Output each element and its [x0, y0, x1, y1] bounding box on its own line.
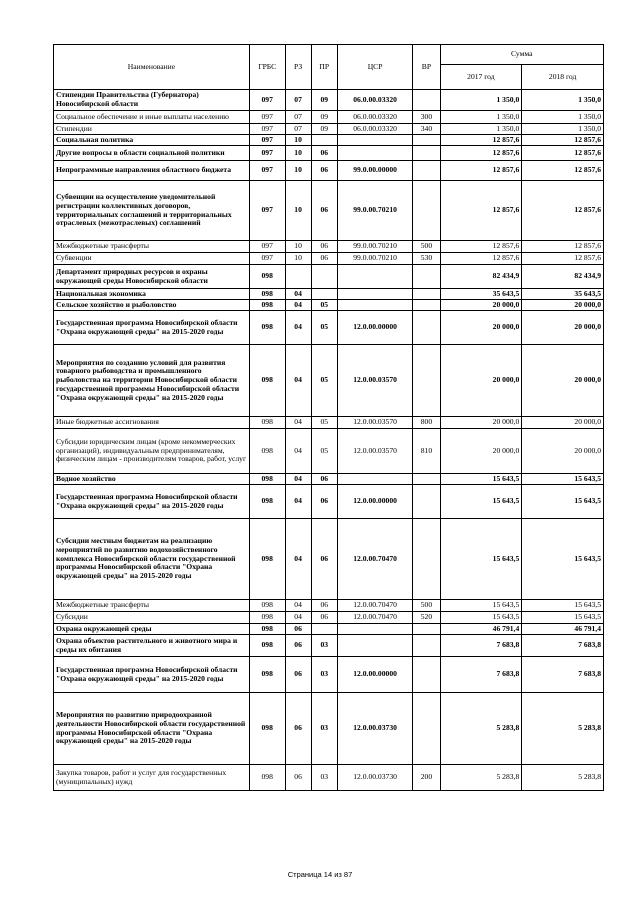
- table-row: [54, 241, 604, 253]
- row-vr: 200: [413, 765, 440, 791]
- row-csr: 12.0.00.00000: [337, 311, 412, 345]
- row-name: Охрана объектов растительного и животного мира и среды их обитания: [54, 635, 250, 657]
- table-row: [54, 657, 604, 693]
- table-row: [54, 600, 604, 612]
- row-sum-2017: 15 643,5: [440, 600, 522, 612]
- row-sum-2018: 20 000,0: [522, 300, 604, 311]
- row-grbs: 097: [249, 241, 285, 253]
- row-csr: 06.0.00.03320: [337, 90, 412, 111]
- row-grbs: 098: [249, 519, 285, 600]
- row-sum-2018: 82 434,9: [522, 265, 604, 289]
- row-grbs: 098: [249, 693, 285, 765]
- row-sum-2018: 20 000,0: [522, 345, 604, 417]
- row-name: Стипендии Правительства (Губернатора) Новосибирской области: [54, 90, 250, 111]
- row-grbs: 097: [249, 90, 285, 111]
- row-sum-2017: 12 857,6: [440, 241, 522, 253]
- row-sum-2018: 15 643,5: [522, 485, 604, 519]
- row-vr: 530: [413, 253, 440, 265]
- row-sum-2017: 1 350,0: [440, 124, 522, 135]
- row-name: Мероприятия по развитию природоохранной деятельности Новосибирской области государственной программы Новосибирской области "Охрана окружающей среды" на 2015-2020 годы: [54, 693, 250, 765]
- row-vr: [413, 474, 440, 485]
- row-sum-2018: 1 350,0: [522, 124, 604, 135]
- row-grbs: 098: [249, 624, 285, 635]
- row-name: Субсидии местным бюджетам на реализацию мероприятий по развитию водохозяйственного комплекса Новосибирской области государственной программы Новосибирской области "Охрана окружающей среды" на 2015-2020 годы: [54, 519, 250, 600]
- row-grbs: 098: [249, 600, 285, 612]
- row-vr: [413, 300, 440, 311]
- row-rz: 04: [285, 474, 311, 485]
- row-pr: 03: [311, 693, 337, 765]
- row-name: Межбюджетные трансферты: [54, 600, 250, 612]
- table-row: [54, 345, 604, 417]
- row-name: Департамент природных ресурсов и охраны окружающей среды Новосибирской области: [54, 265, 250, 289]
- row-vr: 340: [413, 124, 440, 135]
- row-csr: 12.0.00.00000: [337, 657, 412, 693]
- row-sum-2017: 15 643,5: [440, 519, 522, 600]
- table-row: [54, 300, 604, 311]
- row-vr: [413, 635, 440, 657]
- header-rz: РЗ: [285, 45, 311, 90]
- row-sum-2017: 20 000,0: [440, 417, 522, 429]
- row-grbs: 097: [249, 111, 285, 124]
- row-vr: 300: [413, 111, 440, 124]
- table-row: [54, 161, 604, 181]
- row-rz: 10: [285, 253, 311, 265]
- row-sum-2018: 46 791,4: [522, 624, 604, 635]
- row-vr: 500: [413, 600, 440, 612]
- row-sum-2017: 1 350,0: [440, 111, 522, 124]
- header-name: Наименование: [54, 45, 250, 90]
- row-csr: 12.0.00.70470: [337, 519, 412, 600]
- row-sum-2018: 35 643,5: [522, 289, 604, 300]
- row-vr: 500: [413, 241, 440, 253]
- row-vr: [413, 519, 440, 600]
- row-vr: [413, 135, 440, 146]
- row-sum-2017: 15 643,5: [440, 485, 522, 519]
- row-grbs: 098: [249, 765, 285, 791]
- row-rz: 06: [285, 765, 311, 791]
- row-grbs: 097: [249, 135, 285, 146]
- row-sum-2018: 12 857,6: [522, 135, 604, 146]
- row-sum-2017: 5 283,8: [440, 693, 522, 765]
- row-name: Социальная политика: [54, 135, 250, 146]
- row-csr: 12.0.00.03730: [337, 693, 412, 765]
- row-csr: 99.0.00.70210: [337, 253, 412, 265]
- row-csr: [337, 474, 412, 485]
- row-sum-2018: 15 643,5: [522, 519, 604, 600]
- table-body: [54, 90, 604, 791]
- row-vr: [413, 485, 440, 519]
- row-rz: 10: [285, 241, 311, 253]
- table-row: [54, 612, 604, 624]
- table-row: [54, 519, 604, 600]
- row-sum-2017: 35 643,5: [440, 289, 522, 300]
- row-csr: 06.0.00.03320: [337, 124, 412, 135]
- row-pr: 09: [311, 124, 337, 135]
- row-rz: 10: [285, 135, 311, 146]
- row-name: Непрограммные направления областного бюджета: [54, 161, 250, 181]
- row-csr: [337, 146, 412, 161]
- row-pr: 06: [311, 146, 337, 161]
- row-pr: 06: [311, 181, 337, 241]
- header-pr: ПР: [311, 45, 337, 90]
- row-rz: 07: [285, 111, 311, 124]
- row-pr: 06: [311, 485, 337, 519]
- row-grbs: 098: [249, 485, 285, 519]
- row-csr: [337, 289, 412, 300]
- row-csr: 12.0.00.03730: [337, 765, 412, 791]
- row-rz: 04: [285, 300, 311, 311]
- row-name: Водное хозяйство: [54, 474, 250, 485]
- row-sum-2018: 1 350,0: [522, 90, 604, 111]
- row-vr: [413, 90, 440, 111]
- row-grbs: 098: [249, 474, 285, 485]
- row-vr: [413, 311, 440, 345]
- row-grbs: 097: [249, 181, 285, 241]
- row-csr: 12.0.00.03570: [337, 417, 412, 429]
- row-pr: 06: [311, 474, 337, 485]
- table-row: [54, 624, 604, 635]
- row-pr: 09: [311, 111, 337, 124]
- row-name: Субвенции: [54, 253, 250, 265]
- header-year-2018: 2018 год: [522, 65, 604, 90]
- row-pr: 03: [311, 765, 337, 791]
- row-grbs: 097: [249, 124, 285, 135]
- row-pr: [311, 135, 337, 146]
- row-grbs: 098: [249, 417, 285, 429]
- row-sum-2017: 12 857,6: [440, 161, 522, 181]
- row-rz: 04: [285, 289, 311, 300]
- row-rz: 07: [285, 124, 311, 135]
- row-pr: 09: [311, 90, 337, 111]
- row-sum-2018: 1 350,0: [522, 111, 604, 124]
- row-vr: [413, 161, 440, 181]
- row-sum-2017: 12 857,6: [440, 181, 522, 241]
- table-row: [54, 765, 604, 791]
- row-name: Стипендии: [54, 124, 250, 135]
- row-csr: 12.0.00.03570: [337, 429, 412, 474]
- row-grbs: 098: [249, 300, 285, 311]
- row-vr: 520: [413, 612, 440, 624]
- row-sum-2017: 46 791,4: [440, 624, 522, 635]
- row-csr: 12.0.00.00000: [337, 485, 412, 519]
- row-rz: 04: [285, 417, 311, 429]
- row-sum-2018: 12 857,6: [522, 161, 604, 181]
- row-sum-2018: 15 643,5: [522, 612, 604, 624]
- row-rz: [285, 265, 311, 289]
- row-rz: 07: [285, 90, 311, 111]
- row-pr: [311, 265, 337, 289]
- row-name: Национальная экономика: [54, 289, 250, 300]
- table-row: [54, 289, 604, 300]
- row-pr: 03: [311, 635, 337, 657]
- row-vr: [413, 624, 440, 635]
- row-sum-2018: 7 683,8: [522, 635, 604, 657]
- row-csr: 12.0.00.03570: [337, 345, 412, 417]
- row-rz: 04: [285, 485, 311, 519]
- row-grbs: 098: [249, 429, 285, 474]
- row-sum-2017: 20 000,0: [440, 311, 522, 345]
- header-grbs: ГРБС: [249, 45, 285, 90]
- row-pr: [311, 289, 337, 300]
- row-name: Иные бюджетные ассигнования: [54, 417, 250, 429]
- row-pr: 05: [311, 417, 337, 429]
- row-sum-2017: 12 857,6: [440, 135, 522, 146]
- row-csr: 06.0.00.03320: [337, 111, 412, 124]
- row-sum-2018: 20 000,0: [522, 417, 604, 429]
- row-rz: 06: [285, 693, 311, 765]
- row-pr: 03: [311, 657, 337, 693]
- row-grbs: 098: [249, 612, 285, 624]
- row-sum-2017: 5 283,8: [440, 765, 522, 791]
- table-row: [54, 311, 604, 345]
- row-name: Другие вопросы в области социальной политики: [54, 146, 250, 161]
- row-grbs: 098: [249, 311, 285, 345]
- row-grbs: 098: [249, 289, 285, 300]
- row-vr: 810: [413, 429, 440, 474]
- row-csr: [337, 300, 412, 311]
- row-csr: [337, 265, 412, 289]
- row-sum-2018: 15 643,5: [522, 600, 604, 612]
- row-rz: 04: [285, 429, 311, 474]
- row-sum-2017: 1 350,0: [440, 90, 522, 111]
- row-pr: 05: [311, 429, 337, 474]
- row-pr: 06: [311, 519, 337, 600]
- row-vr: [413, 265, 440, 289]
- row-csr: 12.0.00.70470: [337, 612, 412, 624]
- row-pr: 06: [311, 600, 337, 612]
- row-csr: 12.0.00.70470: [337, 600, 412, 612]
- row-sum-2018: 5 283,8: [522, 765, 604, 791]
- row-pr: 06: [311, 253, 337, 265]
- row-name: Социальное обеспечение и иные выплаты населению: [54, 111, 250, 124]
- row-pr: 05: [311, 300, 337, 311]
- row-grbs: 097: [249, 161, 285, 181]
- row-name: Сельское хозяйство и рыболовство: [54, 300, 250, 311]
- row-csr: [337, 635, 412, 657]
- row-name: Субсидии: [54, 612, 250, 624]
- row-csr: 99.0.00.70210: [337, 241, 412, 253]
- row-sum-2018: 12 857,6: [522, 181, 604, 241]
- row-name: Государственная программа Новосибирской области "Охрана окружающей среды" на 2015-2020 годы: [54, 657, 250, 693]
- row-vr: [413, 345, 440, 417]
- page-number: Страница 14 из 87: [287, 870, 353, 879]
- row-pr: 05: [311, 345, 337, 417]
- row-sum-2018: 12 857,6: [522, 241, 604, 253]
- table-row: [54, 253, 604, 265]
- row-name: Охрана окружающей среды: [54, 624, 250, 635]
- row-name: Межбюджетные трансферты: [54, 241, 250, 253]
- row-grbs: 097: [249, 146, 285, 161]
- row-rz: 04: [285, 612, 311, 624]
- row-rz: 06: [285, 657, 311, 693]
- row-sum-2018: 20 000,0: [522, 429, 604, 474]
- table-row: [54, 474, 604, 485]
- row-pr: [311, 624, 337, 635]
- row-sum-2018: 15 643,5: [522, 474, 604, 485]
- row-vr: [413, 146, 440, 161]
- row-name: Субсидии юридическим лицам (кроме некоммерческих организаций), индивидуальным предпринимателям, физическим лицам - производителям товаров, работ, услуг: [54, 429, 250, 474]
- row-csr: [337, 135, 412, 146]
- header-year-2017: 2017 год: [440, 65, 522, 90]
- table-row: [54, 693, 604, 765]
- table-row: [54, 265, 604, 289]
- row-grbs: 098: [249, 265, 285, 289]
- row-sum-2018: 7 683,8: [522, 657, 604, 693]
- row-vr: 800: [413, 417, 440, 429]
- table-row: [54, 417, 604, 429]
- row-rz: 10: [285, 161, 311, 181]
- row-sum-2017: 15 643,5: [440, 612, 522, 624]
- row-sum-2017: 82 434,9: [440, 265, 522, 289]
- row-rz: 04: [285, 519, 311, 600]
- table-row: [54, 90, 604, 111]
- row-csr: 99.0.00.70210: [337, 181, 412, 241]
- table-row: [54, 635, 604, 657]
- header-vr: ВР: [413, 45, 440, 90]
- row-sum-2017: 20 000,0: [440, 429, 522, 474]
- row-name: Субвенции на осуществление уведомительной регистрации коллективных договоров, территориальных соглашений и территориальных отраслевых (межотраслевых) соглашений: [54, 181, 250, 241]
- row-pr: 06: [311, 241, 337, 253]
- row-sum-2018: 12 857,6: [522, 253, 604, 265]
- row-rz: 06: [285, 635, 311, 657]
- row-pr: 05: [311, 311, 337, 345]
- table-row: [54, 124, 604, 135]
- row-csr: [337, 624, 412, 635]
- header-sum: Сумма: [440, 45, 603, 65]
- table-row: [54, 135, 604, 146]
- table-row: [54, 146, 604, 161]
- row-name: Мероприятия по созданию условий для развития товарного рыбоводства и промышленного рыболовства на территории Новосибирской области государственной программы Новосибирской области "Охрана окружающей среды" на 2015-2020 годы: [54, 345, 250, 417]
- row-grbs: 098: [249, 635, 285, 657]
- row-csr: 99.0.00.00000: [337, 161, 412, 181]
- header-csr: ЦСР: [337, 45, 412, 90]
- row-sum-2017: 7 683,8: [440, 657, 522, 693]
- table-row: [54, 429, 604, 474]
- row-name: Закупка товаров, работ и услуг для государственных (муниципальных) нужд: [54, 765, 250, 791]
- row-grbs: 098: [249, 345, 285, 417]
- row-sum-2017: 20 000,0: [440, 345, 522, 417]
- row-grbs: 097: [249, 253, 285, 265]
- table-row: [54, 181, 604, 241]
- row-sum-2017: 12 857,6: [440, 253, 522, 265]
- row-sum-2018: 20 000,0: [522, 311, 604, 345]
- row-rz: 10: [285, 146, 311, 161]
- row-sum-2017: 15 643,5: [440, 474, 522, 485]
- row-vr: [413, 657, 440, 693]
- table-row: [54, 485, 604, 519]
- row-rz: 04: [285, 311, 311, 345]
- budget-table: [53, 44, 604, 791]
- row-pr: 06: [311, 612, 337, 624]
- row-pr: 06: [311, 161, 337, 181]
- row-sum-2018: 12 857,6: [522, 146, 604, 161]
- row-vr: [413, 289, 440, 300]
- row-sum-2017: 12 857,6: [440, 146, 522, 161]
- table-row: [54, 111, 604, 124]
- row-name: Государственная программа Новосибирской области "Охрана окружающей среды" на 2015-2020 годы: [54, 311, 250, 345]
- row-rz: 06: [285, 624, 311, 635]
- row-rz: 04: [285, 345, 311, 417]
- row-sum-2017: 7 683,8: [440, 635, 522, 657]
- row-sum-2017: 20 000,0: [440, 300, 522, 311]
- row-vr: [413, 181, 440, 241]
- row-name: Государственная программа Новосибирской области "Охрана окружающей среды" на 2015-2020 годы: [54, 485, 250, 519]
- row-sum-2018: 5 283,8: [522, 693, 604, 765]
- row-grbs: 098: [249, 657, 285, 693]
- row-rz: 04: [285, 600, 311, 612]
- row-vr: [413, 693, 440, 765]
- row-rz: 10: [285, 181, 311, 241]
